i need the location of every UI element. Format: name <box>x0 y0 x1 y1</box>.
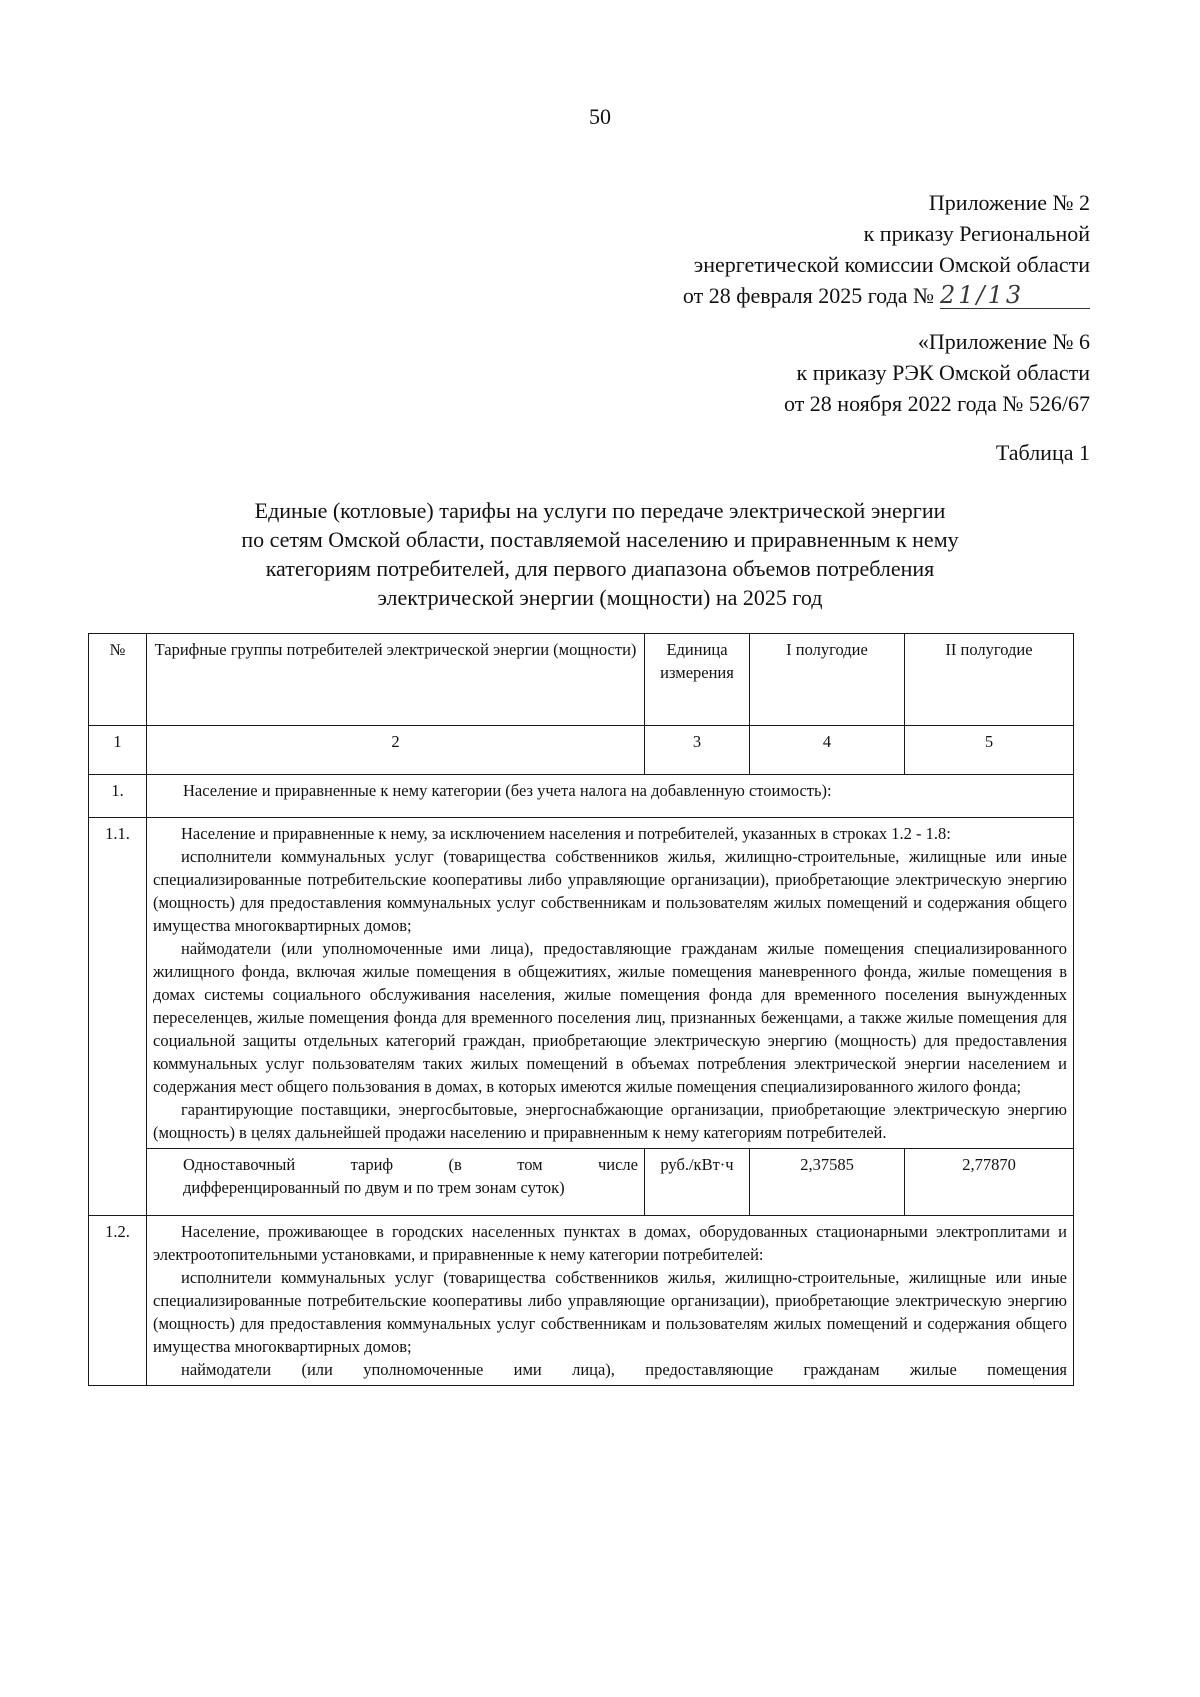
tariff-table <box>88 633 1074 1386</box>
column-number: 5 <box>905 726 1074 775</box>
appendix-6-order-line: к приказу РЭК Омской области <box>796 360 1090 385</box>
appendix-2-title: Приложение № 2 <box>928 190 1090 215</box>
appendix-2-date-line <box>683 280 1090 311</box>
column-number: 3 <box>645 726 750 775</box>
appendix-6-header <box>784 326 1090 419</box>
row-number: 1.1. <box>89 818 147 1216</box>
row-1-2-description <box>147 1216 1074 1386</box>
table-label: Таблица 1 <box>995 440 1090 465</box>
header-number: № <box>89 634 147 726</box>
rate-second-half: 2,77870 <box>905 1149 1074 1216</box>
rate-unit: руб./кВт·ч <box>645 1149 750 1216</box>
appendix-2-commission-line: энергетической комиссии Омской области <box>693 252 1090 277</box>
row-1-1-description <box>147 818 1074 1149</box>
header-tariff-groups: Тарифные группы потребителей электрической энергии (мощности) <box>147 634 645 726</box>
row-1-2-intro: Население, проживающее в городских населенных пунктах в домах, оборудованных стационарными электроплитами и электроотопительными установками, и приравненные к нему категории потребителей: <box>153 1222 1067 1264</box>
column-number: 2 <box>147 726 645 775</box>
column-number: 1 <box>89 726 147 775</box>
title-line-3: категориям потребителей, для первого диапазона объемов потребления <box>265 556 935 581</box>
row-1-2 <box>89 1216 1074 1386</box>
header-unit: Единица измерения <box>645 634 750 726</box>
row-number: 1.2. <box>89 1216 147 1386</box>
header-second-half: II полугодие <box>905 634 1074 726</box>
header-first-half: I полугодие <box>750 634 905 726</box>
title-line-2: по сетям Омской области, поставляемой населению и приравненным к нему <box>241 527 959 552</box>
column-number: 4 <box>750 726 905 775</box>
rate-label <box>147 1149 645 1216</box>
appendix-2-header <box>683 187 1090 311</box>
rate-first-half: 2,37585 <box>750 1149 905 1216</box>
title-line-1: Единые (котловые) тарифы на услуги по передаче электрической энергии <box>254 498 946 523</box>
appendix-6-title: «Приложение № 6 <box>917 329 1090 354</box>
section-1-text: Население и приравненные к нему категории (без учета налога на добавленную стоимость): <box>147 775 1074 818</box>
row-1-1-paragraph: гарантирующие поставщики, энергосбытовые, энергоснабжающие организации, приобретающие электрическую энергию (мощность) в целях дальнейшей продажи населению и приравненным к нему категориям потребителей. <box>153 1100 1067 1142</box>
section-1-row <box>89 775 1074 818</box>
appendix-2-date-text: от 28 февраля 2025 года № <box>682 283 934 308</box>
row-1-2-paragraph: наймодатели (или уполномоченные ими лица), предоставляющие гражданам жилые помещения <box>181 1360 1067 1379</box>
appendix-6-date-line: от 28 ноября 2022 года № 526/67 <box>783 391 1090 416</box>
appendix-2-order-line: к приказу Региональной <box>863 221 1090 246</box>
row-number: 1. <box>89 775 147 818</box>
column-number-row <box>89 726 1074 775</box>
row-1-1-rate <box>89 1149 1074 1216</box>
handwritten-order-number: 21/13 <box>940 282 1090 309</box>
row-1-1-intro: Население и приравненные к нему, за исключением населения и потребителей, указанных в строках 1.2 - 1.8: <box>181 824 951 843</box>
row-1-1-paragraph: исполнители коммунальных услуг (товарищества собственников жилья, жилищно-строительные, жилищные или иные специализированные потребительские кооперативы либо управляющие организации), приобретающие электрическую энергию (мощность) для предоставления коммунальных услуг собственникам и пользователям жилых помещений и содержания общего имущества многоквартирных домов; <box>153 847 1067 935</box>
rate-label-line: Одноставочный тариф (в том числе <box>183 1155 638 1174</box>
table-header-row <box>89 634 1074 726</box>
row-1-2-paragraph: исполнители коммунальных услуг (товарищества собственников жилья, жилищно-строительные, жилищные или иные специализированные потребительские кооперативы либо управляющие организации), приобретающие электрическую энергию (мощность) для предоставления коммунальных услуг собственникам и пользователям жилых помещений и содержания общего имущества многоквартирных домов; <box>153 1268 1067 1356</box>
row-1-1-paragraph: наймодатели (или уполномоченные ими лица), предоставляющие гражданам жилые помещения специализированного жилищного фонда, включая жилые помещения в общежитиях, жилые помещения маневренного фонда, жилые помещения в домах системы социального обслуживания населения, жилые помещения фонда для временного поселения вынужденных переселенцев, жилые помещения фонда для временного поселения лиц, признанных беженцами, а также жилые помещения для социальной защиты отдельных категорий граждан, приобретающие электрическую энергию (мощность) для предоставления коммунальных услуг пользователям таких жилых помещений в объемах потребления электрической энергии населением и содержания мест общего пользования в домах, в которых имеются жилые помещения специализированного жилого фонда; <box>153 939 1067 1096</box>
page-number: 50 <box>589 104 611 129</box>
document-title <box>130 496 1070 612</box>
row-1-1 <box>89 818 1074 1149</box>
rate-label-line: дифференцированный по двум и по трем зонам суток) <box>183 1178 565 1197</box>
title-line-4: электрической энергии (мощности) на 2025 год <box>377 585 823 610</box>
